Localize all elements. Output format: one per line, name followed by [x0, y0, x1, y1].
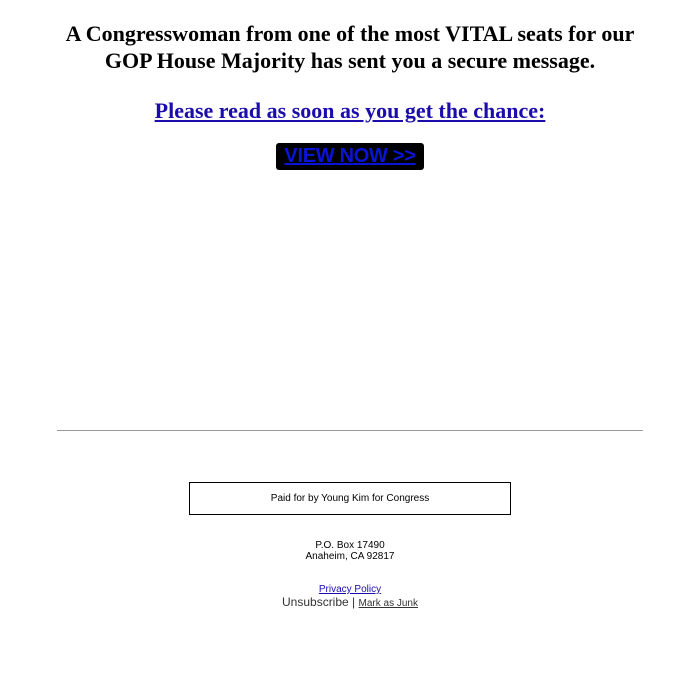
paid-for-text: Paid for by Young Kim for Congress — [270, 493, 430, 504]
address-line-1: P.O. Box 17490 — [315, 540, 385, 551]
headline — [40, 20, 660, 74]
headline-line-2: GOP House Majority has sent you a secure message. — [104, 48, 596, 73]
footer-separator: | — [352, 595, 356, 609]
unsubscribe-link[interactable]: Unsubscribe — [282, 595, 349, 609]
privacy-policy-link[interactable]: Privacy Policy — [318, 584, 382, 595]
mark-as-junk-link[interactable]: Mark as Junk — [358, 598, 418, 609]
paid-for-disclaimer-box — [189, 482, 511, 515]
headline-line-1: A Congresswoman from one of the most VITAL seats for our — [65, 21, 635, 46]
footer-divider — [57, 430, 643, 431]
address-line-2: Anaheim, CA 92817 — [305, 551, 395, 562]
read-message-link-text[interactable]: Please read as soon as you get the chance: — [154, 98, 546, 123]
unsubscribe-row — [0, 595, 700, 609]
view-now-button[interactable]: VIEW NOW >> — [276, 143, 424, 170]
read-message-link[interactable] — [0, 98, 700, 124]
privacy-policy-row — [0, 584, 700, 595]
mailing-address — [0, 540, 700, 562]
